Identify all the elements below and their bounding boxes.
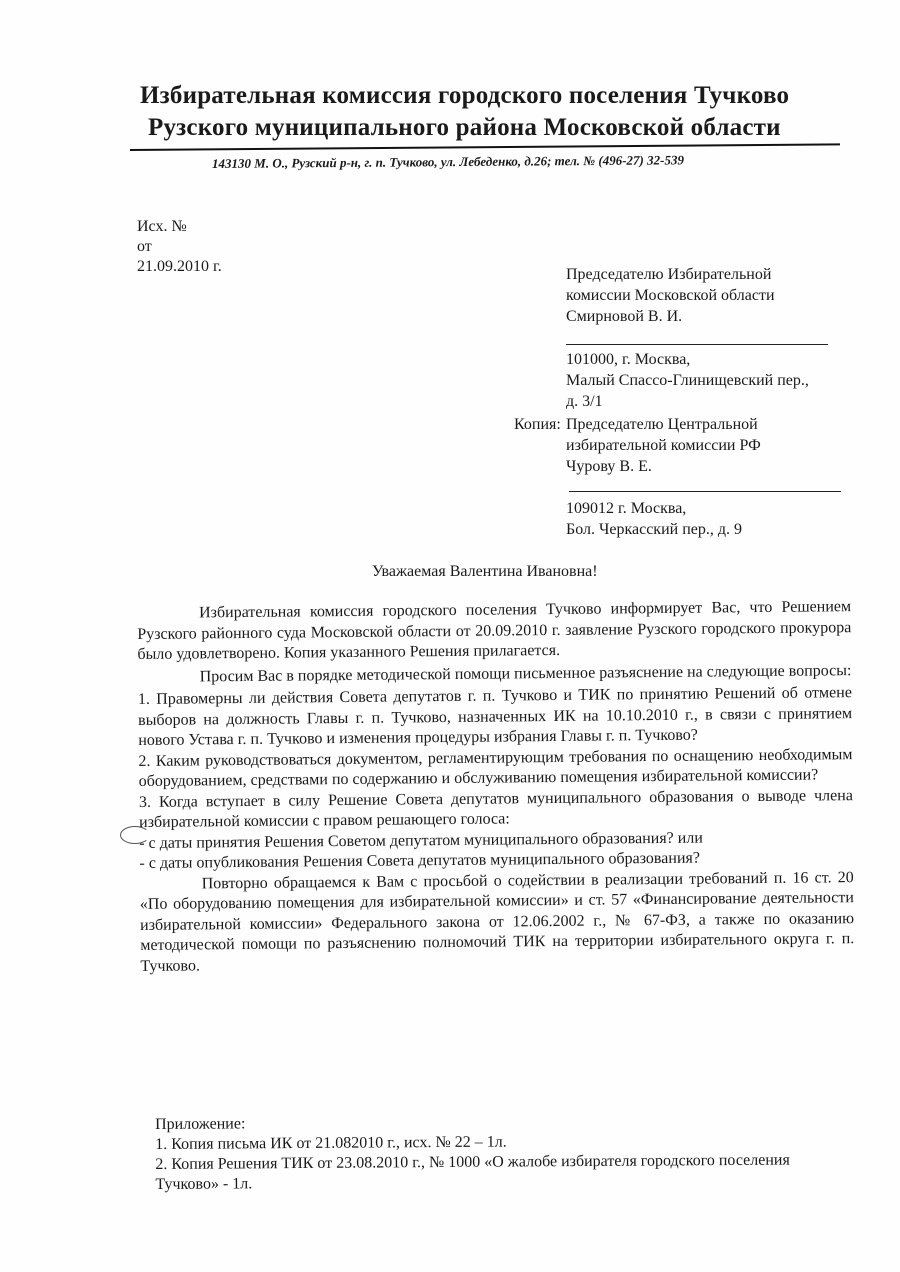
recipient-address (566, 349, 809, 412)
letterhead-title-line1: Избирательная комиссия городского поселения Тучково (140, 82, 790, 109)
question-subitem: - с даты принятия Решения Советом депутатом муниципального образования? или (139, 829, 703, 852)
recipient-divider (566, 344, 828, 345)
copy-address-line: Бол. Черкасский пер., д. 9 (566, 521, 742, 538)
recipient-block (566, 264, 775, 327)
question-item: 2. Каким руководствоваться документом, регламентирующим требования по оснащению необходимым оборудованием, средствами по содержанию и обслуживанию помещения избирательной комиссии? (138, 745, 853, 790)
recipient-line: Председателю Избирательной (566, 266, 772, 283)
salutation: Уважаемая Валентина Ивановна! (372, 563, 598, 580)
outgoing-date: 21.09.2010 г. (137, 258, 222, 275)
attachment-item: 1. Копия письма ИК от 21.082010 г., исх. № 22 – 1л. (155, 1133, 507, 1153)
letterhead-title-line2: Рузского муниципального района Московской области (148, 114, 781, 141)
question-item: 3. Когда вступает в силу Решение Совета депутатов муниципального образования о выводе члена избирательной комиссии с правом решающего голоса: (138, 786, 853, 831)
recipient-address-line: д. 3/1 (566, 393, 603, 410)
question-item: 1. Правомерны ли действия Совета депутатов г. п. Тучково и ТИК по принятию Решений об отмене выборов на должность Главы г. п. Тучково, назначенных ИК на 10.10.2010 г., в связи с принятием нового Устава г. п. Тучково и изменения процедуры избрания Главы г. п. Тучково? (137, 684, 853, 749)
attachments-label: Приложение: (155, 1115, 246, 1133)
recipient-address-line: 101000, г. Москва, (566, 351, 691, 368)
letterhead-divider (130, 143, 840, 151)
recipient-line: Смирновой В. И. (566, 308, 683, 325)
outgoing-number-label: Исх. № (137, 218, 187, 235)
letter-body (137, 597, 855, 979)
copy-address (566, 498, 742, 540)
recipient-line: комиссии Московской области (566, 287, 775, 304)
question-subitem: - с даты опубликования Решения Совета депутатов муниципального образования? (139, 849, 700, 872)
copy-label: Копия: (514, 416, 561, 433)
copy-divider (569, 491, 841, 492)
copy-line: Председателю Центральной (566, 416, 758, 433)
copy-line: избирательной комиссии РФ (566, 437, 761, 454)
copy-block (514, 414, 761, 477)
outgoing-reference (137, 217, 222, 277)
body-paragraph: Просим Вас в порядке методической помощи письменное разъяснение на следующие вопросы: (199, 661, 852, 685)
body-paragraph: Повторно обращаемся к Вам с просьбой о содействии в реализации требований п. 16 ст. 20 «По оборудованию помещения для избирательной комиссии» и ст. 57 «Финансирование деятельности избирательной комиссии» Федерального закона от 12.06.2002 г., № 67-ФЗ, а также по оказанию методической помощи по разъяснению полномочий ТИК на территории избирательного округа г. п. Тучково. (139, 868, 855, 975)
letterhead-address: 143130 М. О., Рузский р-н, г. п. Тучково, ул. Лебеденко, д.26; тел. № (496-27) 32-539 (211, 152, 684, 171)
copy-line: Чурову В. Е. (566, 458, 652, 475)
attachment-item: 2. Копия Решения ТИК от 23.08.2010 г., № 1000 «О жалобе избирателя городского поселения Тучково» - 1л. (155, 1151, 790, 1193)
outgoing-date-label: от (137, 238, 152, 255)
copy-address-line: 109012 г. Москва, (566, 500, 687, 517)
attachments-list (155, 1110, 816, 1195)
body-paragraph: Избирательная комиссия городского поселения Тучково информирует Вас, что Решением Рузского районного суда Московской области от 20.09.2010 г. заявление Рузского городского прокурора было удовлетворено. Копия указанного Решения прилагается. (137, 598, 852, 663)
recipient-address-line: Малый Спассо-Глинищевский пер., (566, 372, 809, 389)
